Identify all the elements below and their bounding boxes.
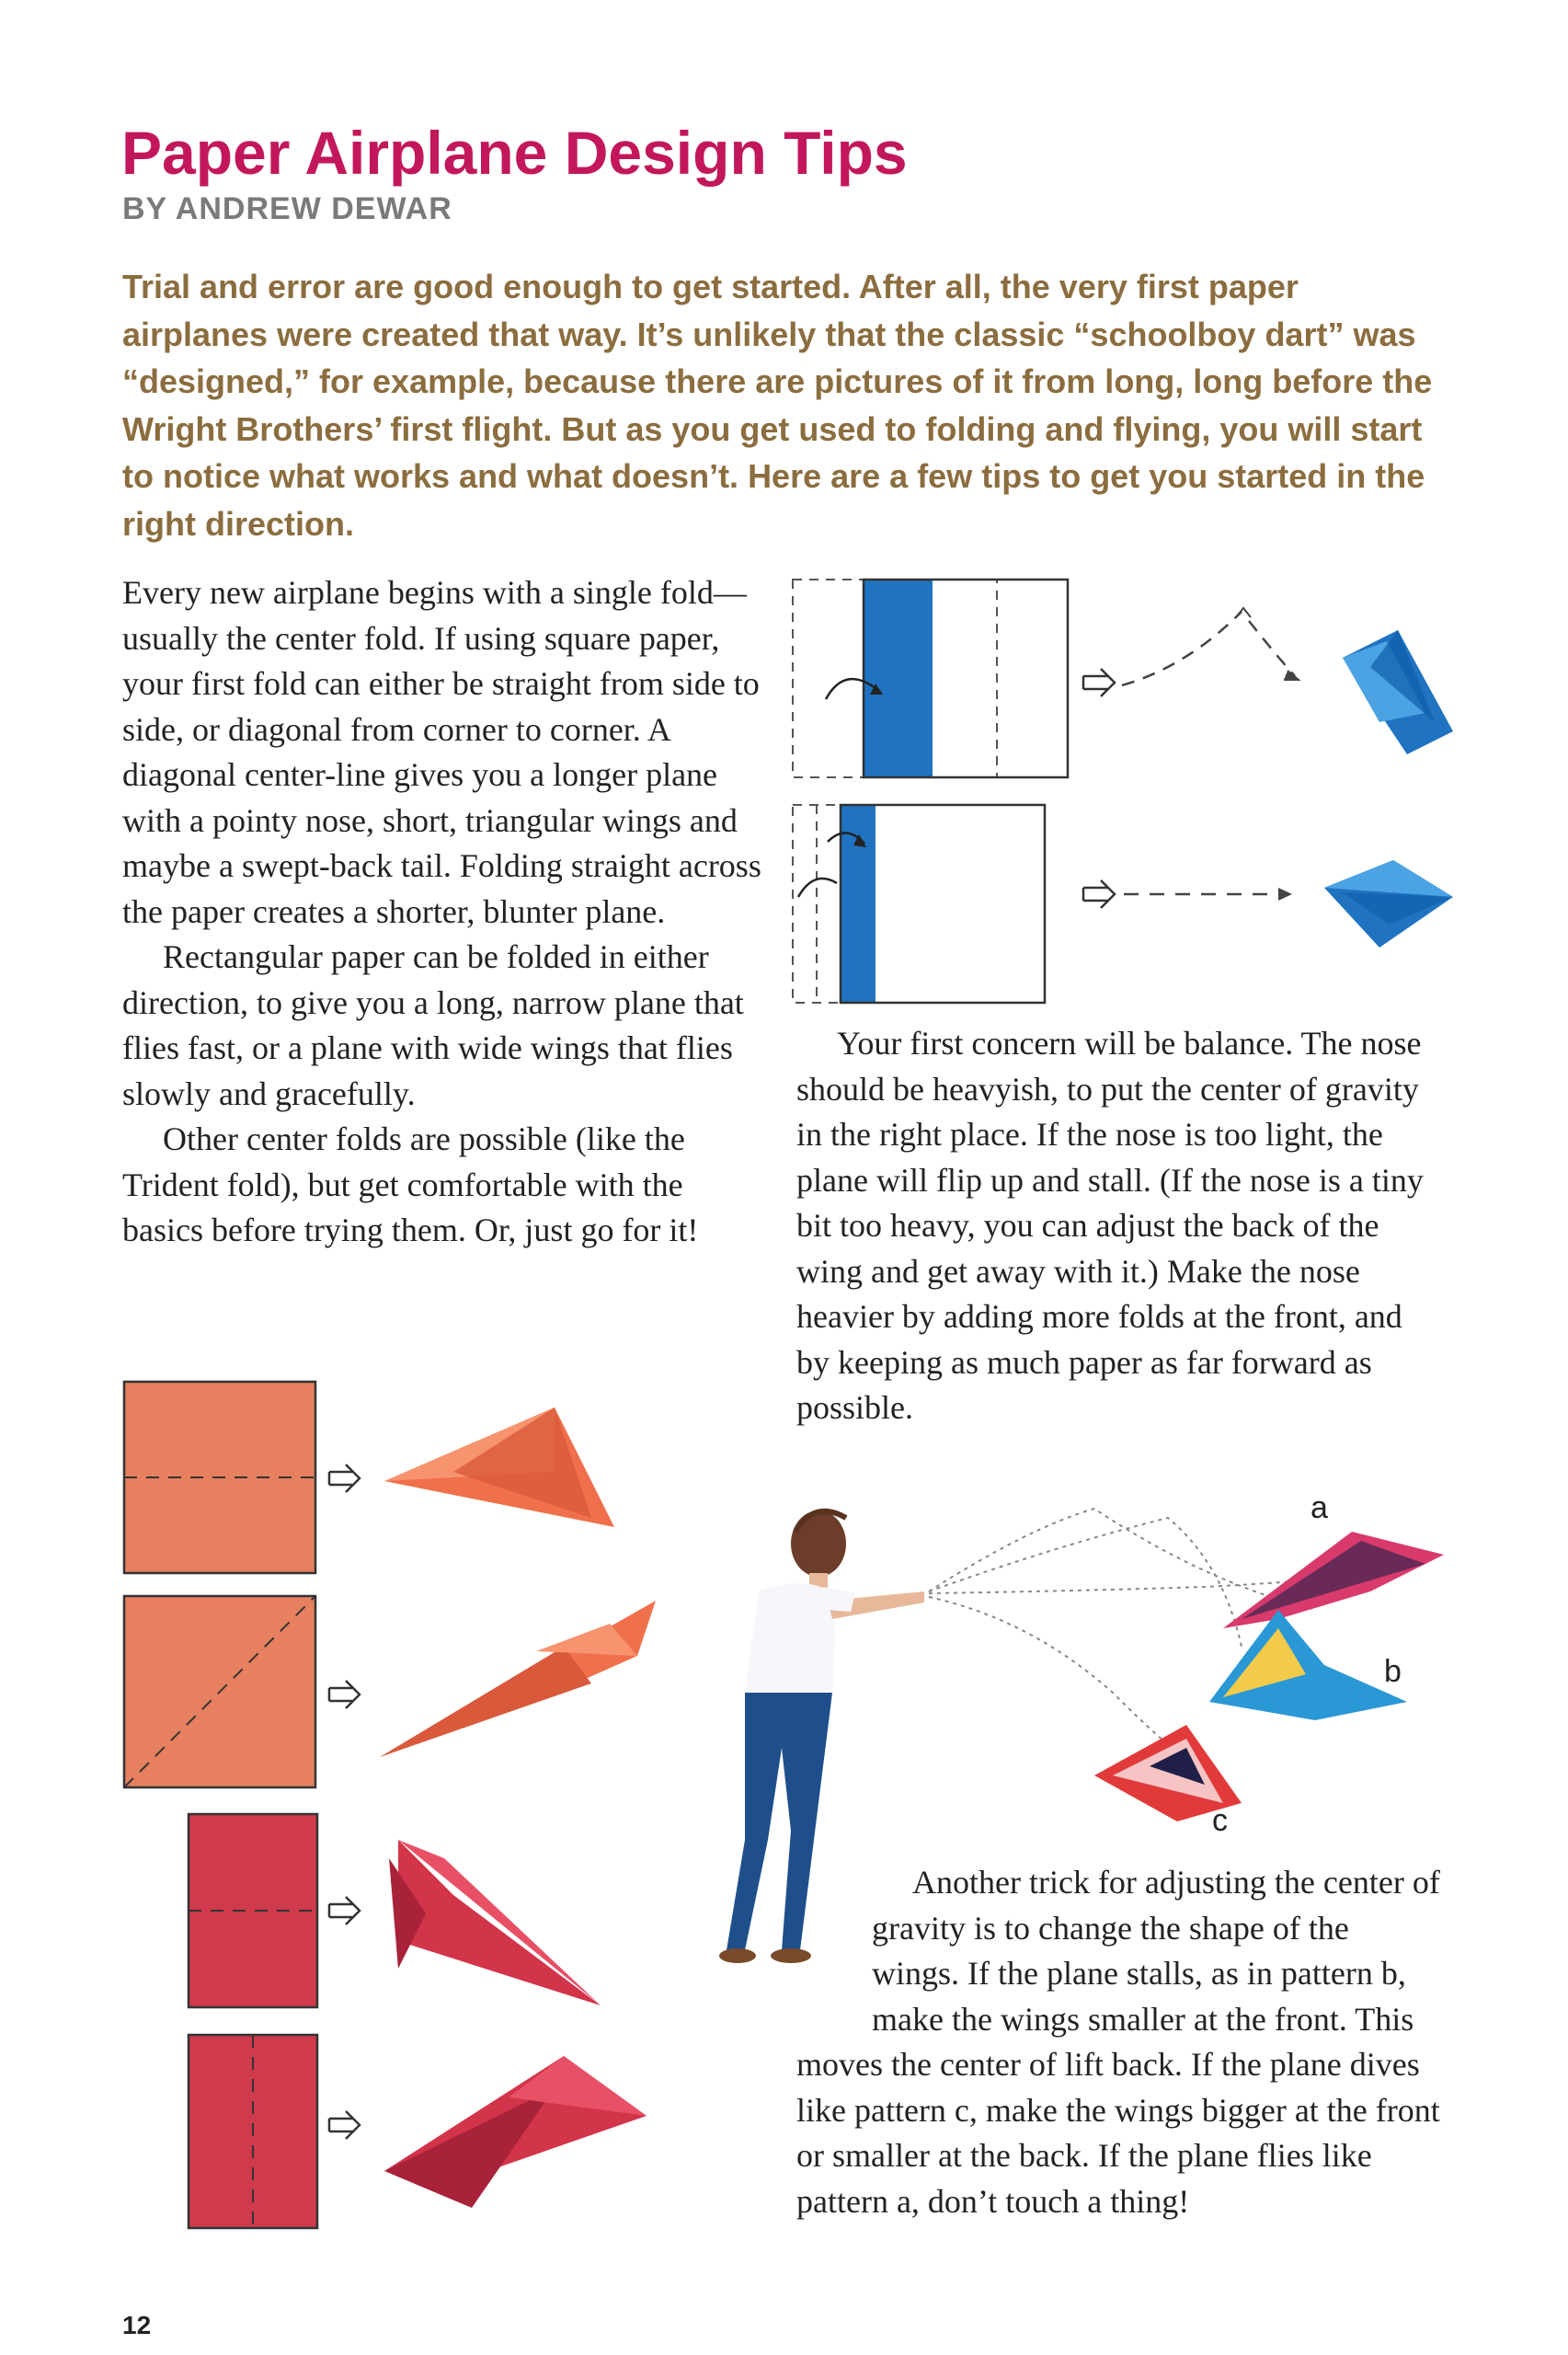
pattern-label-a: a <box>1310 1490 1328 1525</box>
page-title: Paper Airplane Design Tips <box>121 119 908 187</box>
red-wide-plane-icon <box>389 1840 601 2005</box>
paragraph-wing-shape-wrapper <box>796 1860 1440 2224</box>
salmon-long-plane-icon <box>380 1601 656 1757</box>
plane-pattern-a-icon <box>1223 1532 1444 1628</box>
intro-paragraph: Trial and error are good enough to get started. After all, the very first paper airplanes were created that way. It’s unlikely that the classic “schoolboy dart” was “designed,” for example, because there are pictures of it from long, long before the Wright Brothers’ first flight. But as you get used to folding and flying, you will start to notice what works and what doesn’t. Here are a few tips to get you started in the right direction. <box>122 268 1433 543</box>
blue-plane-stall-icon <box>1343 630 1453 754</box>
pattern-label-b: b <box>1384 1654 1402 1689</box>
page-number: 12 <box>122 2311 152 2339</box>
fold-comparison-diagram <box>122 1380 711 2254</box>
blue-plane-straight-icon <box>1324 860 1453 948</box>
red-narrow-plane-icon <box>384 2056 647 2208</box>
blue-fold-diagram <box>791 575 1453 1007</box>
paragraph-other-folds: Other center folds are possible (like the Trident fold), but get comfortable with the basics before trying them. Or, just go for it! <box>122 1120 699 1248</box>
left-column <box>122 570 761 1254</box>
byline: BY ANDREW DEWAR <box>122 191 452 226</box>
pattern-label-c: c <box>1212 1803 1228 1838</box>
plane-pattern-b-icon <box>1209 1610 1407 1720</box>
hollow-arrow-icon <box>329 1465 360 1492</box>
salmon-dart-plane-icon <box>384 1407 614 1527</box>
hollow-arrow-icon <box>1083 669 1115 696</box>
blue-strip <box>864 580 933 777</box>
right-column <box>796 1021 1440 1431</box>
rect-paper-horizontal <box>189 1814 317 2007</box>
paragraph-wing-shape: Another trick for adjusting the center of gravity is to change the shape of the wings. If the plane stalls, as in pattern b, make the wings smaller at the front. This moves the center of lift back. If the plane dives like pattern c, make the wings bigger at the front or smaller at the back. If the plane flies like pattern a, don’t touch a thing! <box>796 1864 1440 2220</box>
paragraph-balance: Your first concern will be balance. The nose should be heavyish, to put the center of gravity in the right place. If the nose is too light, the plane will flip up and stall. (If the nose is a tiny bit too heavy, you can adjust the back of the wing and get away with it.) Make the nose heavier by adding more folds at the front, and by keeping as much paper as far forward as possible. <box>796 1025 1424 1426</box>
paragraph-center-fold: Every new airplane begins with a single fold—usually the center fold. If using square paper, your first fold can either be straight from side to side, or diagonal from corner to corner. A diagonal center-line gives you a longer plane with a pointy nose, short, triangular wings and maybe a swept-back tail. Folding straight across the paper creates a shorter, blunter plane. <box>122 574 761 930</box>
paragraph-rectangular-paper: Rectangular paper can be folded in either direction, to give you a long, narrow plane that flies fast, or a plane with wide wings that flies slowly and gracefully. <box>122 938 744 1112</box>
